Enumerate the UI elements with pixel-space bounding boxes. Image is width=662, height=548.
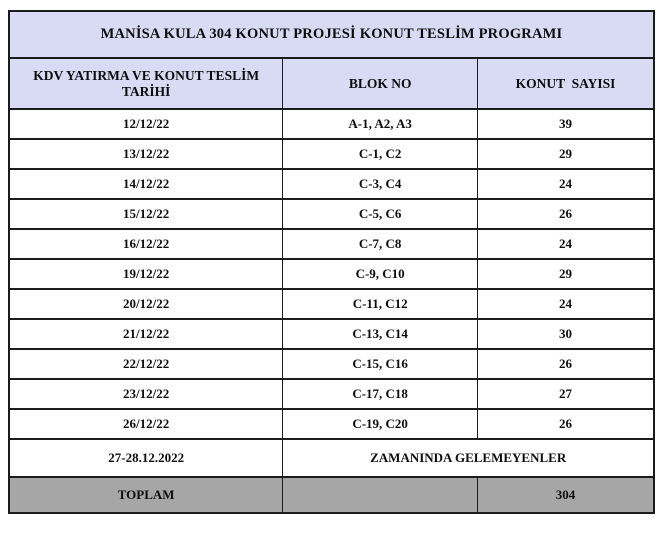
cell-date: 26/12/22: [9, 409, 283, 439]
total-spacer-cell: [283, 477, 478, 513]
total-value: 304: [477, 477, 654, 513]
cell-date: 21/12/22: [9, 319, 283, 349]
cell-count: 24: [477, 169, 654, 199]
cell-blok: C-11, C12: [283, 289, 478, 319]
cell-count: 30: [477, 319, 654, 349]
table-row: [9, 109, 654, 139]
cell-blok: C-3, C4: [283, 169, 478, 199]
cell-date: 15/12/22: [9, 199, 283, 229]
cell-late-label: ZAMANINDA GELEMEYENLER: [283, 439, 654, 477]
table-row: [9, 259, 654, 289]
cell-count: 24: [477, 289, 654, 319]
cell-blok: C-5, C6: [283, 199, 478, 229]
table-header-row: [9, 58, 654, 109]
column-header-count: KONUT SAYISI: [477, 58, 654, 109]
table-title: MANİSA KULA 304 KONUT PROJESİ KONUT TESLİM PROGRAMI: [9, 11, 654, 58]
column-header-date: KDV YATIRMA VE KONUT TESLİM TARİHİ: [9, 58, 283, 109]
late-deliveries-row: [9, 439, 654, 477]
table-row: [9, 199, 654, 229]
cell-count: 29: [477, 259, 654, 289]
table-row: [9, 289, 654, 319]
delivery-schedule-table: [8, 10, 655, 514]
cell-date: 16/12/22: [9, 229, 283, 259]
cell-count: 26: [477, 409, 654, 439]
table-row: [9, 409, 654, 439]
cell-blok: C-1, C2: [283, 139, 478, 169]
cell-blok: C-19, C20: [283, 409, 478, 439]
cell-date: 14/12/22: [9, 169, 283, 199]
cell-count: 39: [477, 109, 654, 139]
cell-date: 12/12/22: [9, 109, 283, 139]
table-row: [9, 169, 654, 199]
column-header-blok: BLOK NO: [283, 58, 478, 109]
table-row: [9, 349, 654, 379]
cell-count: 24: [477, 229, 654, 259]
table-row: [9, 379, 654, 409]
table-row: [9, 319, 654, 349]
cell-blok: C-9, C10: [283, 259, 478, 289]
total-label: TOPLAM: [9, 477, 283, 513]
cell-date: 13/12/22: [9, 139, 283, 169]
cell-blok: A-1, A2, A3: [283, 109, 478, 139]
cell-date: 19/12/22: [9, 259, 283, 289]
table-row: [9, 139, 654, 169]
cell-blok: C-15, C16: [283, 349, 478, 379]
cell-count: 26: [477, 199, 654, 229]
cell-date: 20/12/22: [9, 289, 283, 319]
cell-date: 23/12/22: [9, 379, 283, 409]
cell-count: 29: [477, 139, 654, 169]
cell-count: 26: [477, 349, 654, 379]
cell-late-date: 27-28.12.2022: [9, 439, 283, 477]
cell-blok: C-13, C14: [283, 319, 478, 349]
table-row: [9, 229, 654, 259]
cell-blok: C-17, C18: [283, 379, 478, 409]
cell-date: 22/12/22: [9, 349, 283, 379]
cell-blok: C-7, C8: [283, 229, 478, 259]
total-row: [9, 477, 654, 513]
cell-count: 27: [477, 379, 654, 409]
table-title-row: [9, 11, 654, 58]
